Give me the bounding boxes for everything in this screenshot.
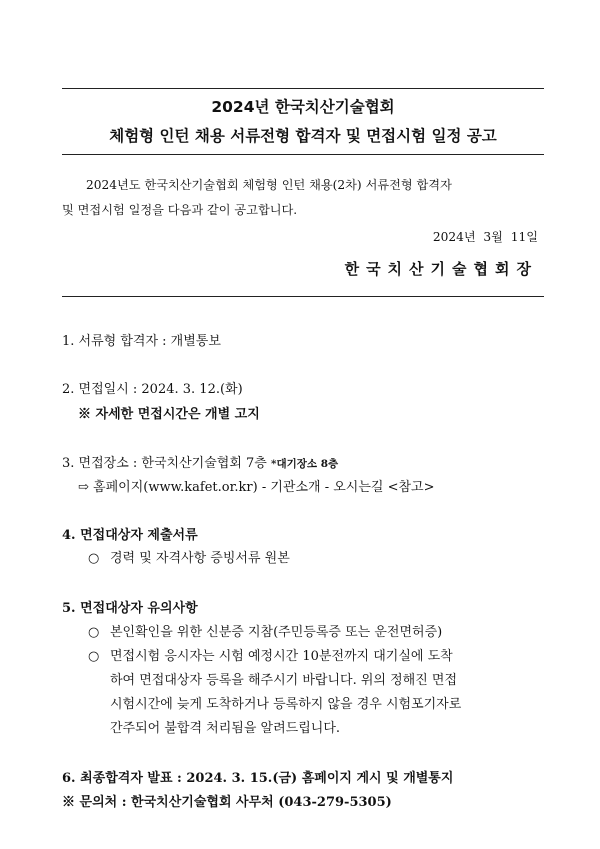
bullet-circle-icon: ○ bbox=[88, 625, 100, 640]
item-5-precautions: 5. 면접대상자 유의사항 bbox=[62, 601, 198, 616]
bullet-circle-icon: ○ bbox=[88, 551, 100, 566]
item-3-interview-place bbox=[62, 452, 552, 471]
contact-info: ※ 문의처 : 한국치산기술협회 사무처 (043-279-5305) bbox=[62, 795, 392, 810]
item-5-bullet-2-line-2: 하여 면접대상자 등록을 해주시기 바랍니다. 위의 정해진 면접 bbox=[110, 673, 458, 688]
announcement-date: 2024년 3월 11일 bbox=[432, 230, 538, 244]
title-line-1: 2024년 한국치산기술협회 bbox=[211, 98, 395, 116]
title-line-2: 체험형 인턴 채용 서류전형 합격자 및 면접시험 일정 공고 bbox=[109, 127, 497, 145]
item-4-bullet: ○ 경력 및 자격사항 증빙서류 원본 bbox=[88, 551, 290, 566]
item-2-note: ※ 자세한 면접시간은 개별 고지 bbox=[78, 407, 260, 422]
item-6-final-announcement: 6. 최종합격자 발표 : 2024. 3. 15.(금) 홈페이지 게시 및 개별통지 bbox=[62, 771, 454, 786]
item-3-text: 3. 면접장소 : 한국치산기술협회 7층 bbox=[62, 456, 267, 471]
item-1-document-passers: 1. 서류형 합격자 : 개별통보 bbox=[62, 334, 221, 349]
item-5-bullet-2: ○ 면접시험 응시자는 시험 예정시간 10분전까지 대기실에 도착 bbox=[88, 649, 453, 664]
top-rule bbox=[62, 88, 544, 89]
item-2-interview-date: 2. 면접일시 : 2024. 3. 12.(화) bbox=[62, 382, 243, 397]
intro-line-2: 및 면접시험 일정을 다음과 같이 공고합니다. bbox=[62, 203, 298, 217]
item-5-bullet-1: ○ 본인확인을 위한 신분증 지참(주민등록증 또는 운전면허증) bbox=[88, 625, 443, 640]
bullet-circle-icon: ○ bbox=[88, 649, 100, 664]
item-3-homepage-link[interactable]: ⇨ 홈페이지(www.kafet.or.kr) - 기관소개 - 오시는길 <참고> bbox=[78, 480, 435, 495]
item-5-bullet-2-line-4: 간주되어 불합격 처리됨을 알려드립니다. bbox=[110, 721, 341, 736]
title-bottom-rule bbox=[62, 154, 544, 155]
signature: 한국치산기술협회장 bbox=[344, 260, 538, 278]
intro-line-1: 2024년도 한국치산기술협회 체험형 인턴 채용(2차) 서류전형 합격자 bbox=[86, 178, 452, 192]
item-3-waiting-room: *대기장소 8층 bbox=[270, 458, 339, 470]
item-5-bullet-2-line-3: 시험시간에 늦게 도착하거나 등록하지 않을 경우 시험포기자로 bbox=[110, 697, 462, 712]
item-4-documents: 4. 면접대상자 제출서류 bbox=[62, 528, 198, 543]
body-top-rule bbox=[62, 296, 544, 297]
